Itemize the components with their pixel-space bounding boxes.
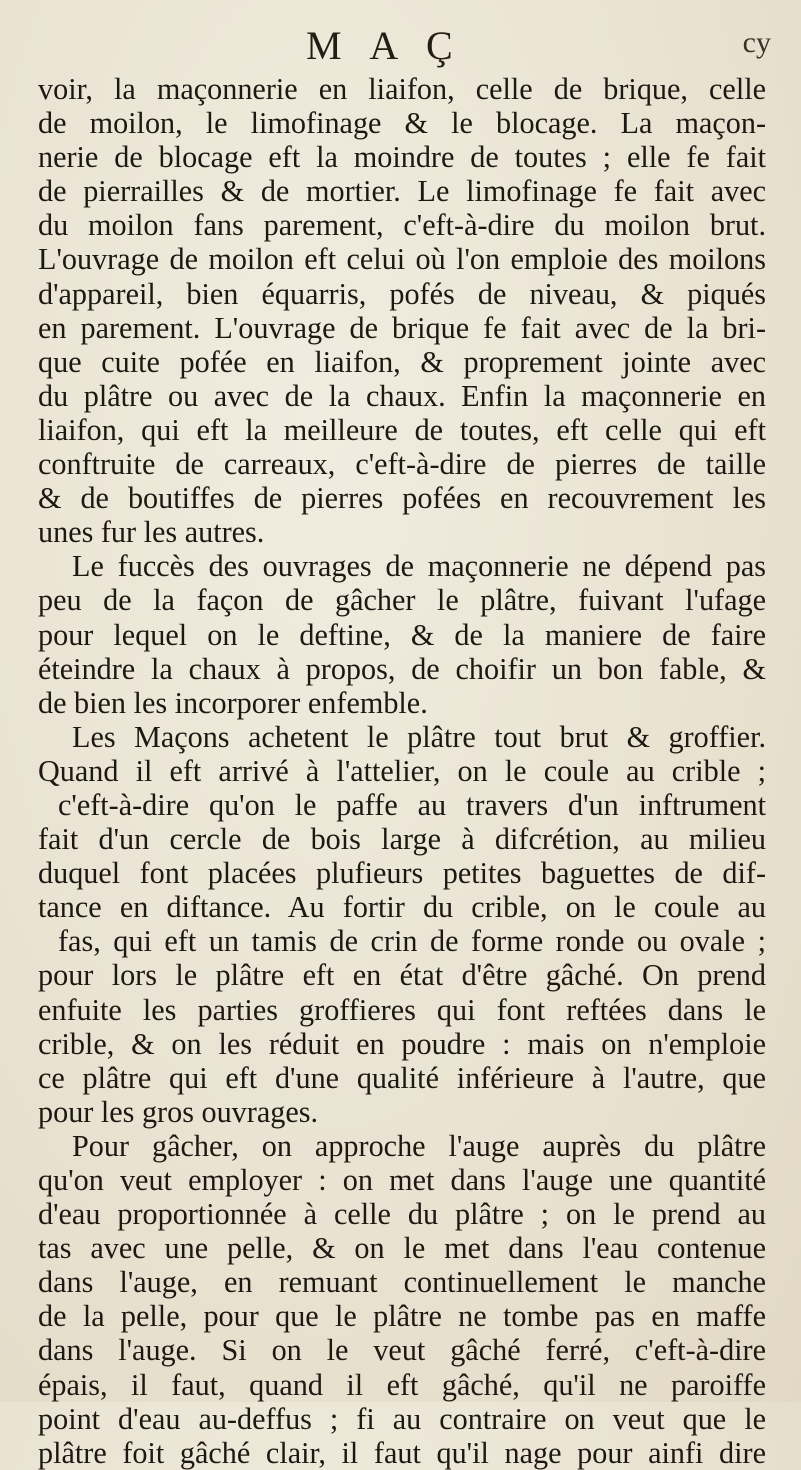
text-line: duquel font placées plufieurs petites baguettes de dif- xyxy=(38,856,766,891)
paragraph-start: Les Maçons achetent le plâtre tout brut & groffier. xyxy=(72,719,766,754)
text-line: voir, la maçonnerie en liaifon, celle de brique, celle xyxy=(38,72,766,106)
text-line: de pierrailles & de mortier. Le limofinage fe fait avec xyxy=(38,174,766,209)
text-line: crible, & on les réduit en poudre : mais on n'emploie xyxy=(38,1026,766,1061)
text-line: que cuite pofée en liaifon, & proprement jointe avec xyxy=(38,344,766,379)
paragraph-start: Pour gâcher, on approche l'auge auprès du plâtre xyxy=(72,1128,766,1163)
text-line: fait d'un cercle de bois large à difcrétion, au milieu xyxy=(38,822,766,857)
text-line: dans l'auge. Si on le veut gâché ferré, c'eft-à-dire xyxy=(38,1333,766,1368)
text-line: c'eft-à-dire qu'on le paffe au travers d'un inftrument xyxy=(58,787,766,822)
running-head: M A Ç xyxy=(306,23,463,68)
signature-mark: cy xyxy=(742,26,771,59)
text-line: point d'eau au-deffus ; fi au contraire on veut que le xyxy=(38,1401,766,1436)
text-line: liaifon, qui eft la meilleure de toutes, eft celle qui eft xyxy=(38,412,766,447)
text-line: nerie de blocage eft la moindre de toutes ; elle fe fait xyxy=(38,140,766,175)
text-line: d'appareil, bien équarris, pofés de niveau, & piqués xyxy=(38,276,766,311)
text-line: de bien les incorporer enfemble. xyxy=(38,685,428,720)
text-line: dans l'auge, en remuant continuellement le manche xyxy=(38,1265,766,1300)
text-line: tance en diftance. Au fortir du crible, on le coule au xyxy=(38,890,766,925)
text-line: qu'on veut employer : on met dans l'auge une quantité xyxy=(38,1163,766,1197)
text-line: du moilon fans parement, c'eft-à-dire du moilon brut. xyxy=(38,208,766,243)
text-line: de moilon, le limofinage & le blocage. La maçon- xyxy=(38,106,766,141)
text-line: peu de la façon de gâcher le plâtre, fuivant l'ufage xyxy=(38,583,766,618)
text-line: épais, il faut, quand il eft gâché, qu'il ne paroiffe xyxy=(38,1367,766,1402)
text-line: pour les gros ouvrages. xyxy=(38,1094,319,1129)
text-line: tas avec une pelle, & on le met dans l'eau contenue xyxy=(38,1231,766,1266)
text-line: du plâtre ou avec de la chaux. Enfin la maçonnerie en xyxy=(38,378,766,413)
text-line: d'eau proportionnée à celle du plâtre ; on le prend au xyxy=(38,1197,766,1232)
text-line: enfuite les parties groffieres qui font reftées dans le xyxy=(38,992,766,1027)
text-line: pour lors le plâtre eft en état d'être gâché. On prend xyxy=(38,958,766,993)
page-header xyxy=(0,22,801,72)
text-line: conftruite de carreaux, c'eft-à-dire de pierres de taille xyxy=(38,447,766,482)
text-line: fas, qui eft un tamis de crin de forme ronde ou ovale ; xyxy=(58,924,766,959)
text-line: & de boutiffes de pierres pofées en recouvrement les xyxy=(38,481,766,516)
paragraph-start: Le fuccès des ouvrages de maçonnerie ne dépend pas xyxy=(72,549,766,584)
text-line: L'ouvrage de moilon eft celui où l'on emploie des moilons xyxy=(38,242,766,277)
text-line: plâtre foit gâché clair, il faut qu'il nage pour ainfi dire xyxy=(38,1435,766,1470)
text-line: ce plâtre qui eft d'une qualité inférieure à l'autre, que xyxy=(38,1060,766,1095)
text-line: en parement. L'ouvrage de brique fe fait avec de la bri- xyxy=(38,310,766,345)
text-line: unes fur les autres. xyxy=(38,515,265,550)
text-line: pour lequel on le deftine, & de la maniere de faire xyxy=(38,617,766,652)
text-line: de la pelle, pour que le plâtre ne tombe pas en maffe xyxy=(38,1299,766,1334)
text-line: Quand il eft arrivé à l'attelier, on le coule au crible ; xyxy=(38,753,766,788)
text-line: éteindre la chaux à propos, de choifir un bon fable, & xyxy=(38,651,766,686)
body-text xyxy=(38,72,766,1470)
